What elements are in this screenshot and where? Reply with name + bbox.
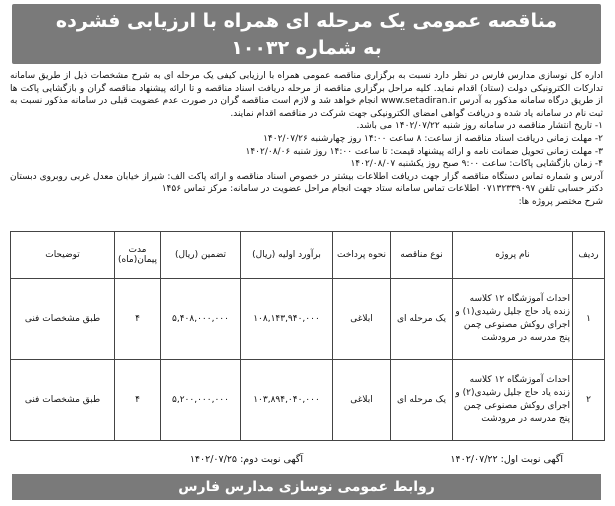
tender-notice: [6, 4, 607, 500]
schedule-item-1: ۱- تاریخ انتشار مناقصه در سامانه روز شنبه ۱۴۰۲/۰۷/۲۲ می باشد.: [356, 121, 603, 132]
column-header: تضمین (ریال): [161, 232, 241, 279]
table-row: [11, 360, 605, 441]
title-banner: [12, 4, 601, 64]
intro-paragraph: اداره کل نوسازی مدارس فارس در نظر دارد نسبت به برگزاری مناقصه عمومی همراه با ارزیابی کیفی یک مرحله ای به شرح مشخصات ذیل از طریق سامانه تدارکات الکترونیکی دولت (ستاد) اقدام نماید. کلیه مراحل برگزاری مناقصه از مرحله دریافت اسناد مناقصه و تا ارائه پیشنهاد مناقصه گران و بازگشایی پاکت ها از طریق درگاه سامانه مذکور به آدرس www.setadiran.ir انجام خواهد شد و لازم است مناقصه گران در صورت عدم عضویت قبلی در سامانه مذکور نسبت به ثبت نام در سامانه یاد شده و دریافت گواهی امضای الکترونیکی جهت شرکت در مناقصه اقدام نمایند.: [10, 71, 604, 119]
estimate: ۱۰۸,۱۴۳,۹۴۰,۰۰۰: [241, 279, 333, 360]
schedule-item-3: ۳- مهلت زمانی تحویل ضمانت نامه و ارائه پیشنهاد قیمت: تا ساعت ۱۴:۰۰ روز شنبه ۱۴۰۲/۰۸/۰۶: [245, 146, 603, 157]
schedule-item-2: ۲- مهلت زمانی دریافت اسناد مناقصه از ساعت: ۸ ساعت ۱۴:۰۰ روز چهارشنبه ۱۴۰۲/۰۷/۲۶: [263, 133, 603, 144]
contract-duration: ۴: [115, 360, 161, 441]
tender-type: یک مرحله ای: [391, 360, 453, 441]
project-name: احداث آموزشگاه ۱۲ کلاسه زنده یاد حاج جلیل رشیدی(۱) و اجرای روکش مصنوعی چمن پنج مدرسه در مرودشت: [453, 279, 573, 360]
tender-type: یک مرحله ای: [391, 279, 453, 360]
notice-body: [10, 70, 603, 209]
description: طبق مشخصات فنی: [11, 279, 115, 360]
contract-duration: ۴: [115, 279, 161, 360]
guarantee: ۵,۲۰۰,۰۰۰,۰۰۰: [161, 360, 241, 441]
column-header: نام پروژه: [453, 232, 573, 279]
tender-number: به شماره ۱۰۰۳۲: [231, 37, 382, 59]
schedule-item-4: ۴- زمان بازگشایی پاکات: ساعت ۹:۰۰ صبح روز یکشنبه ۱۴۰۲/۰۸/۰۷: [350, 159, 603, 170]
projects-caption: شرح مختصر پروژه ها:: [518, 196, 603, 207]
column-header: برآورد اولیه (ریال): [241, 232, 333, 279]
row-number: ۲: [573, 360, 605, 441]
contact-address: آدرس و شماره تماس دستگاه مناقصه گزار جهت دریافت اطلاعات بیشتر در خصوص اسناد مناقصه و ارائه پاکت الف: شیراز خیابان معدل غربی روبروی دبستان دکتر حسابی تلفن ۰۷۱۳۲۳۳۹۰۹۷ اطلاعات تماس سامانه ستاد جهت انجام مراحل عضویت در سامانه: مرکز تماس ۱۴۵۶: [10, 171, 603, 195]
payment-method: ابلاغی: [333, 279, 391, 360]
first-publication-date: آگهی نوبت اول: ۱۴۰۲/۰۷/۲۲: [450, 454, 563, 465]
table-header-row: [11, 232, 605, 279]
guarantee: ۵,۴۰۸,۰۰۰,۰۰۰: [161, 279, 241, 360]
second-publication-date: آگهی نوبت دوم: ۱۴۰۲/۰۷/۲۵: [189, 454, 303, 465]
publication-dates: [10, 454, 603, 470]
column-header: نحوه پرداخت: [333, 232, 391, 279]
notice-title: مناقصه عمومی یک مرحله ای همراه با ارزیابی فشرده: [55, 10, 558, 32]
column-header: نوع مناقصه: [391, 232, 453, 279]
estimate: ۱۰۳,۸۹۴,۰۴۰,۰۰۰: [241, 360, 333, 441]
table-row: [11, 279, 605, 360]
description: طبق مشخصات فنی: [11, 360, 115, 441]
row-number: ۱: [573, 279, 605, 360]
column-header: ردیف: [573, 232, 605, 279]
footer-banner: روابط عمومی نوسازی مدارس فارس: [12, 474, 601, 500]
column-header: مدت پیمان(ماه): [115, 232, 161, 279]
payment-method: ابلاغی: [333, 360, 391, 441]
projects-table: [10, 231, 605, 441]
column-header: توضیحات: [11, 232, 115, 279]
project-name: احداث آموزشگاه ۱۲ کلاسه زنده یاد حاج جلیل رشیدی(۲) و اجرای روکش مصنوعی چمن پنج مدرسه در مرودشت: [453, 360, 573, 441]
